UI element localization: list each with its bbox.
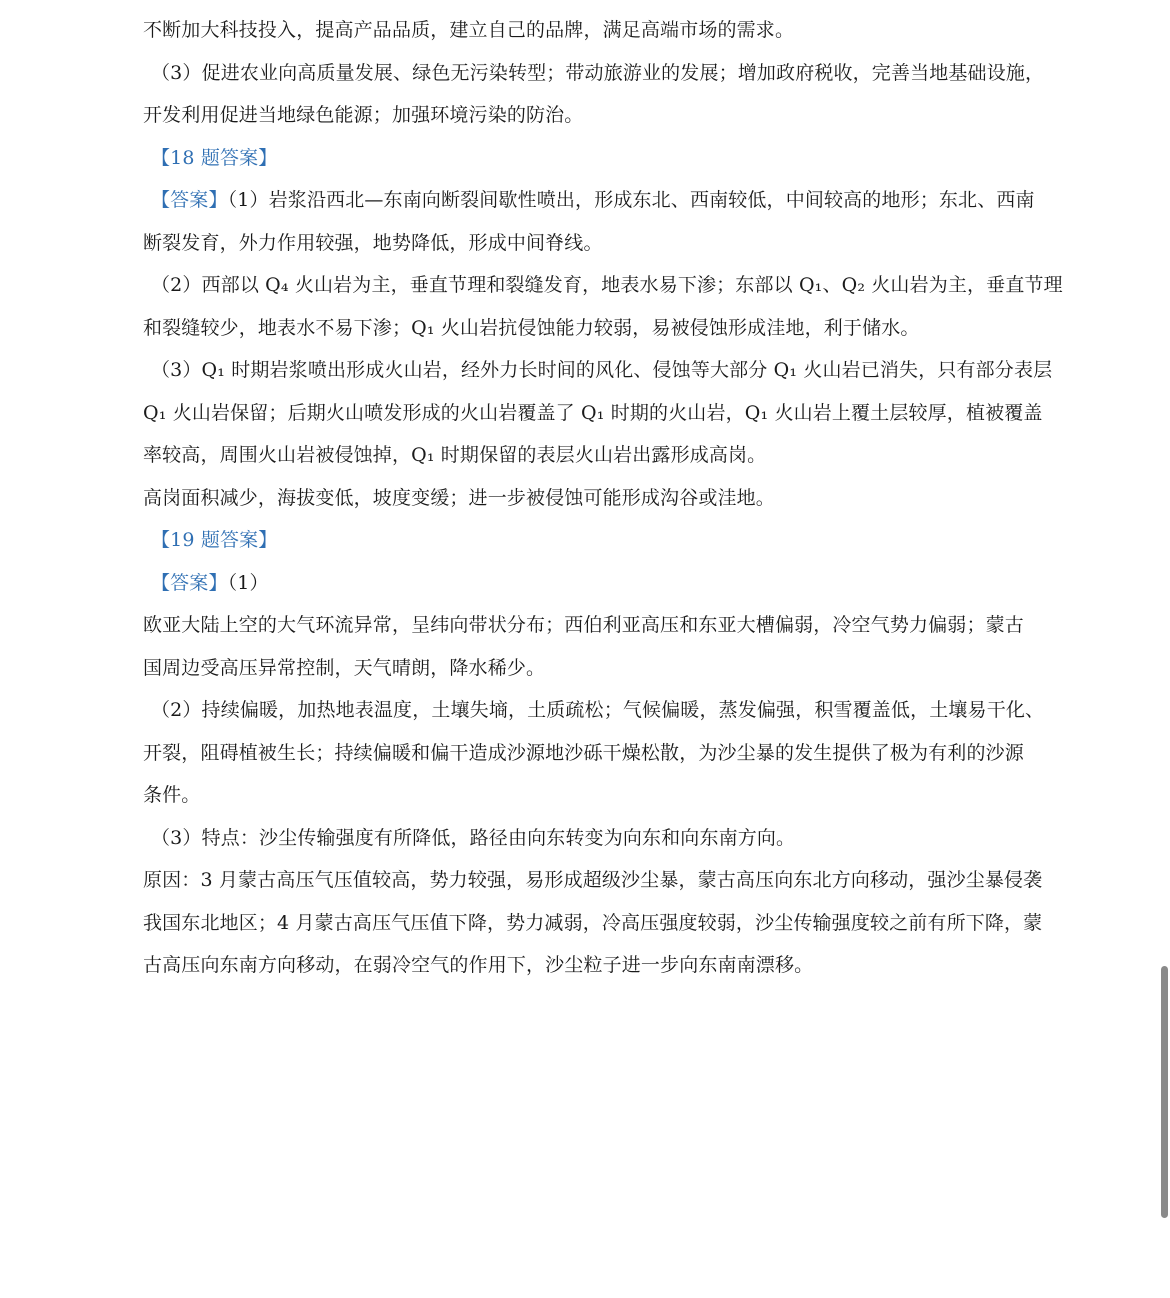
- q19-line-10: 古高压向东南方向移动，在弱冷空气的作用下，沙尘粒子进一步向东南南漂移。: [143, 954, 814, 976]
- q18-line-7: 率较高，周围火山岩被侵蚀掉，Q₁ 时期保留的表层火山岩出露形成高岗。: [143, 444, 767, 466]
- text-line-2: （3）促进农业向高质量发展、绿色无污染转型；带动旅游业的发展；增加政府税收，完善当地基础设施，: [151, 61, 1045, 84]
- q19-line-2: 欧亚大陆上空的大气环流异常，呈纬向带状分布；西伯利亚高压和东亚大槽偏弱，冷空气势力偏弱；蒙古: [143, 614, 1024, 636]
- q18-line-6: Q₁ 火山岩保留；后期火山喷发形成的火山岩覆盖了 Q₁ 时期的火山岩，Q₁ 火山岩上覆土层较厚，植被覆盖: [143, 401, 1043, 424]
- q19-line-7: （3）特点：沙尘传输强度有所降低，路径由向东转变为向东和向东南方向。: [151, 826, 796, 849]
- q18-heading: 【18 题答案】: [151, 146, 278, 169]
- q19-line-5: 开裂，阻碍植被生长；持续偏暖和偏干造成沙源地沙砾干燥松散，为沙尘暴的发生提供了极为有利的沙源: [143, 741, 1024, 764]
- answer-text: （1）: [227, 571, 269, 594]
- answer-document: [143, 9, 1063, 987]
- q19-heading: 【19 题答案】: [151, 529, 278, 551]
- q19-line-3: 国周边受高压异常控制，天气晴朗，降水稀少。: [143, 656, 546, 679]
- answer-text: （1）岩浆沿西北—东南向断裂间歇性喷出，形成东北、西南较低，中间较高的地形；东北、西南: [227, 189, 1035, 211]
- q18-line-8: 高岗面积减少，海拔变低，坡度变缓；进一步被侵蚀可能形成沟谷或洼地。: [143, 486, 775, 509]
- q18-line-5: （3）Q₁ 时期岩浆喷出形成火山岩，经外力长时间的风化、侵蚀等大部分 Q₁ 火山岩已消失，只有部分表层: [151, 359, 1053, 381]
- q18-line-2: 断裂发育，外力作用较强，地势降低，形成中间脊线。: [143, 231, 603, 254]
- vertical-scrollbar[interactable]: [1161, 966, 1168, 1218]
- q19-line-9: 我国东北地区；4 月蒙古高压气压值下降，势力减弱，冷高压强度较弱，沙尘传输强度较之前有所下降，蒙: [143, 911, 1043, 934]
- q18-answer-line-1: [143, 179, 1033, 222]
- q19-line-4: （2）持续偏暖，加热地表温度，土壤失墒，土质疏松；气候偏暖，蒸发偏强，积雪覆盖低，土壤易干化、: [151, 699, 1045, 721]
- q19-line-6: 条件。: [143, 784, 201, 806]
- q18-line-3: （2）西部以 Q₄ 火山岩为主，垂直节理和裂缝发育，地表水易下渗；东部以 Q₁、Q₂ 火山岩为主，垂直节理: [151, 274, 1063, 296]
- answer-label: 【答案】: [151, 571, 228, 594]
- q19-line-8: 原因：3 月蒙古高压气压值较高，势力较强，易形成超级沙尘暴，蒙古高压向东北方向移动，强沙尘暴侵袭: [143, 869, 1043, 891]
- text-line-1: 不断加大科技投入，提高产品品质，建立自己的品牌，满足高端市场的需求。: [143, 19, 795, 41]
- q19-answer-line-1: [143, 562, 1033, 605]
- text-line-3: 开发利用促进当地绿色能源；加强环境污染的防治。: [143, 104, 584, 126]
- answer-label: 【答案】: [151, 189, 228, 211]
- q18-line-4: 和裂缝较少，地表水不易下渗；Q₁ 火山岩抗侵蚀能力较弱，易被侵蚀形成洼地，利于储水。: [143, 316, 920, 339]
